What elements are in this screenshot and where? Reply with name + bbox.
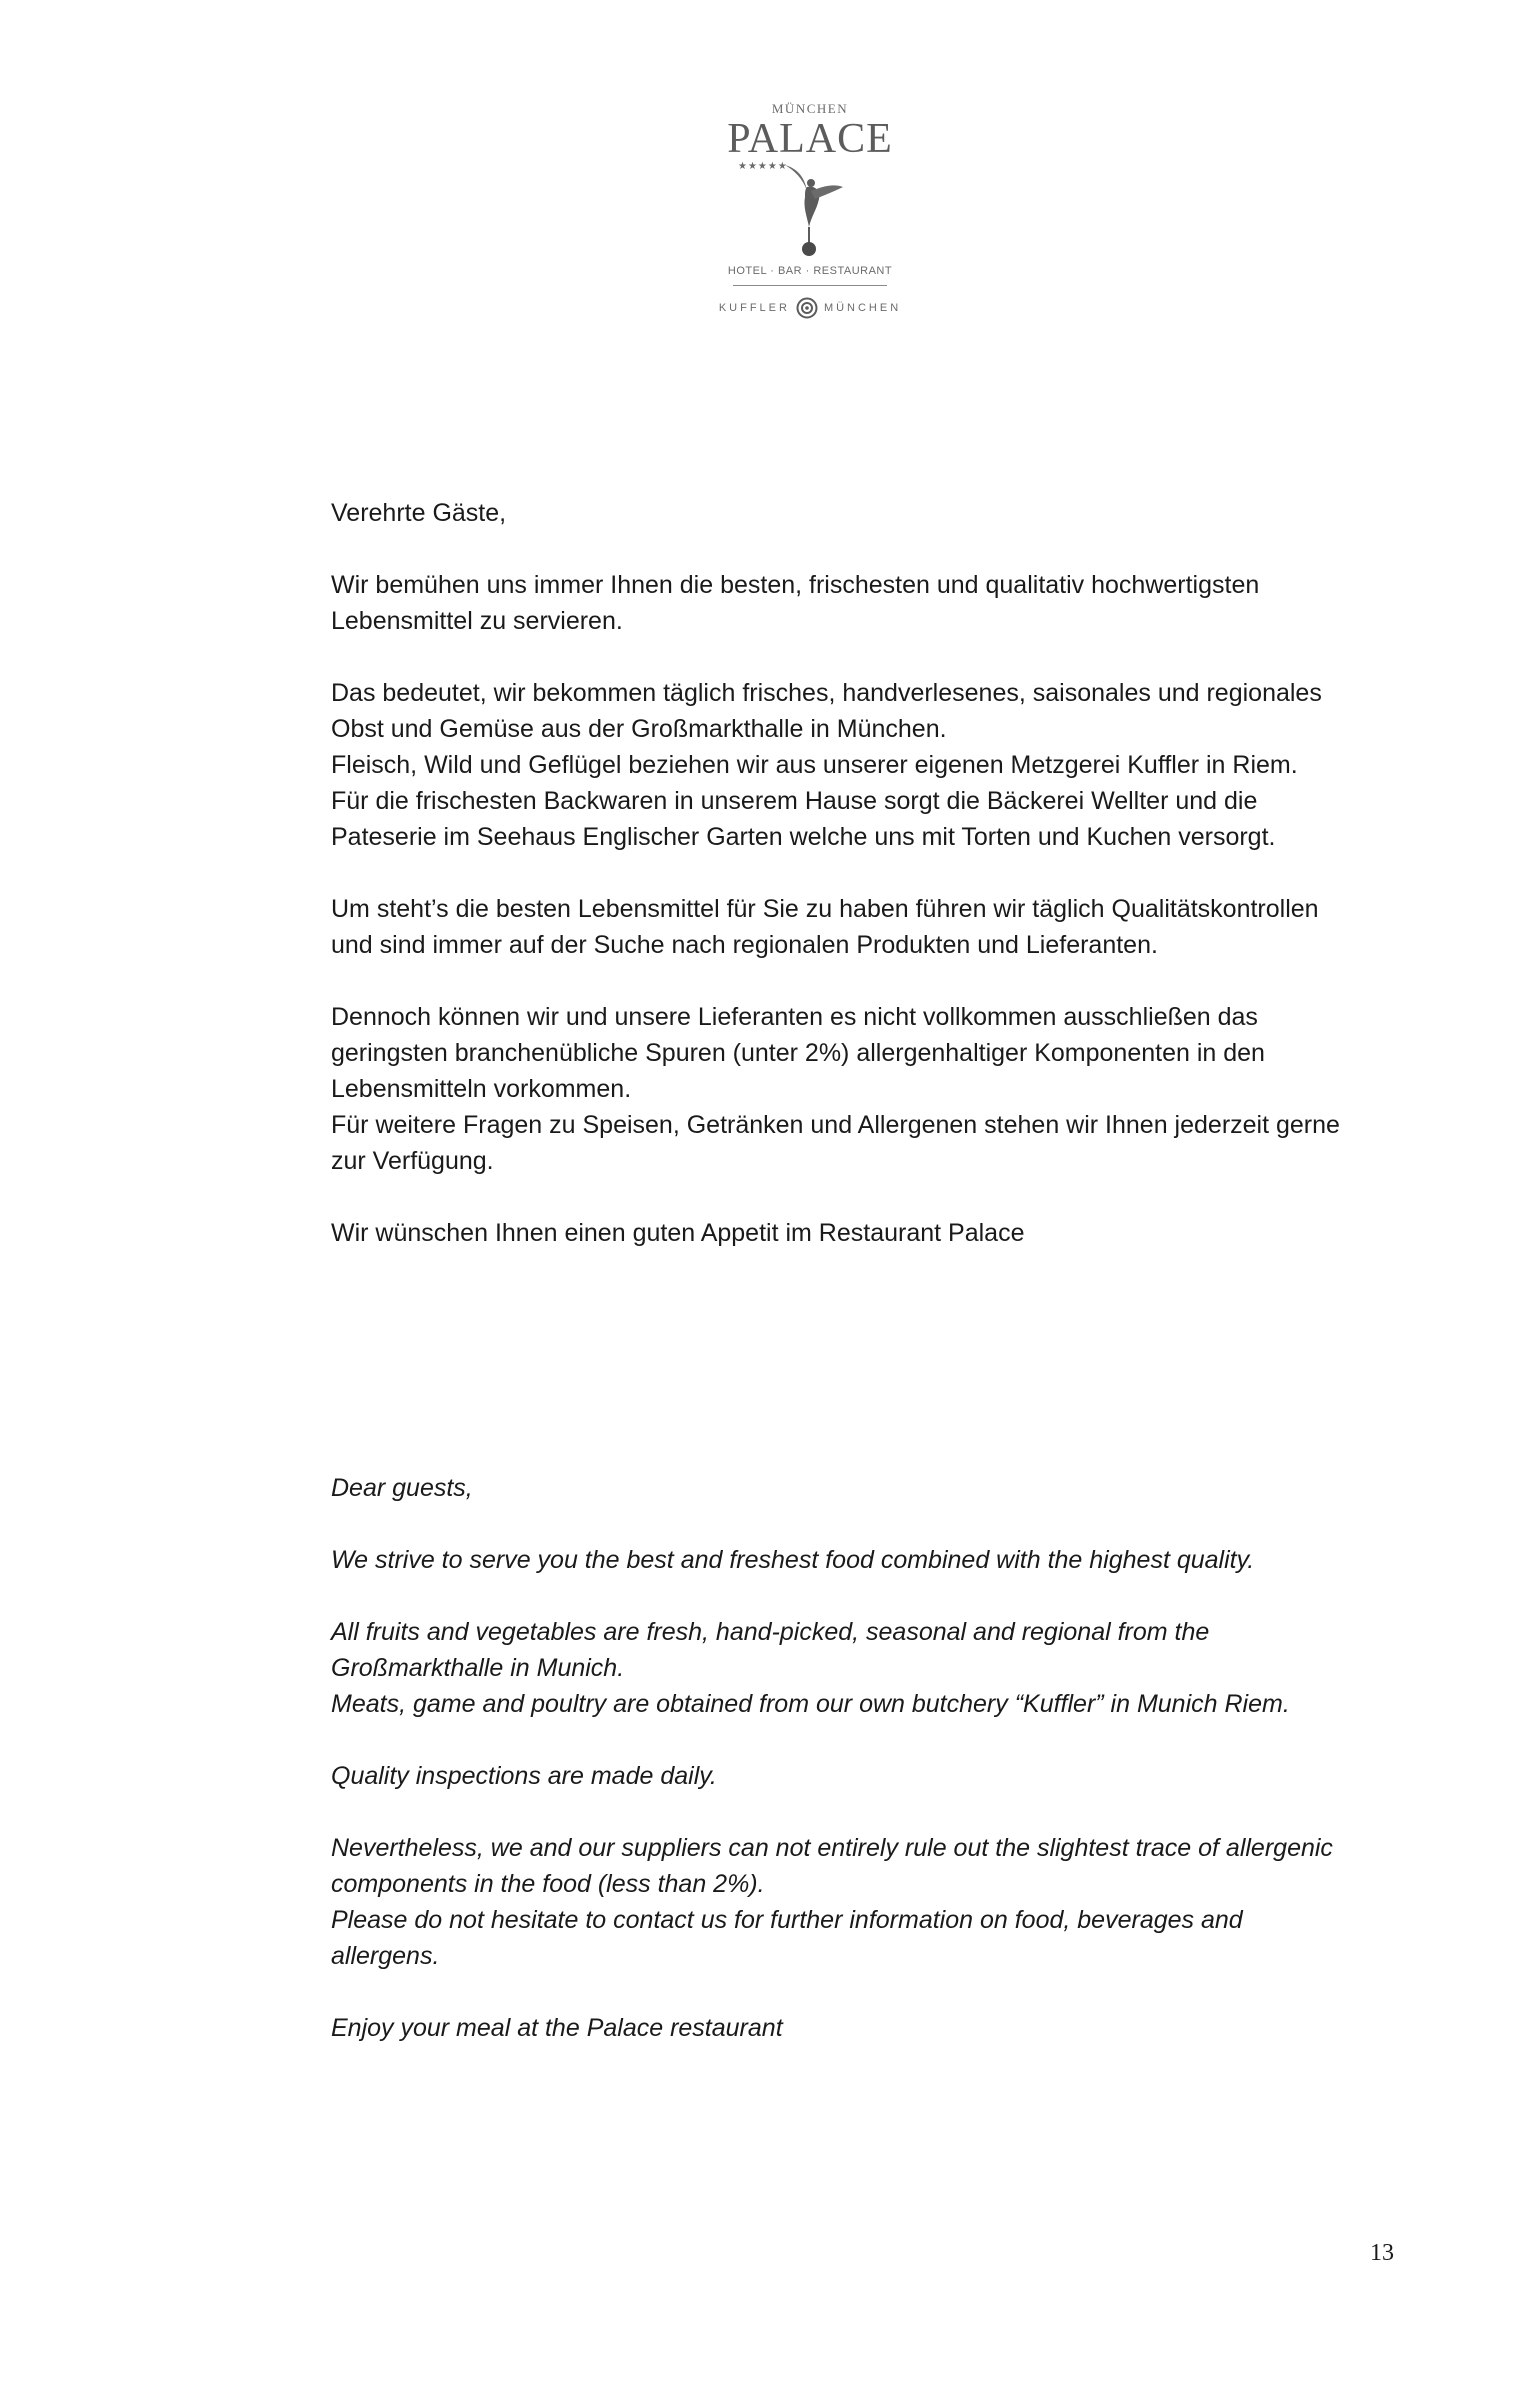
logo-muenchen: MÜNCHEN — [823, 302, 902, 314]
logo-tagline: HOTEL · BAR · RESTAURANT — [727, 265, 893, 277]
palace-logo — [655, 95, 965, 360]
german-closing: Wir wünschen Ihnen einen guten Appetit im Restaurant Palace — [331, 1219, 1025, 1247]
logo-city: MÜNCHEN — [771, 101, 849, 116]
german-paragraph-4: Dennoch können wir und unsere Lieferanten es nicht vollkommen ausschließen das geringsten branchenübliche Spuren (unter 2%) allergenhaltiger Komponenten in den Lebensmitteln vorkommen. Für weitere Fragen zu Speisen, Getränken und Allergenen stehen wir Ihnen jederzeit gerne zur Verfügung. — [331, 1003, 1340, 1175]
german-paragraph-2: Das bedeutet, wir bekommen täglich frisches, handverlesenes, saisonales und regionales Obst und Gemüse aus der Großmarkthalle in München. Fleisch, Wild und Geflügel beziehen wir aus unserer eigenen Metzgerei Kuffler in Riem. Für die frischesten Backwaren in unserem Hause sorgt die Bäckerei Wellter und die Pateserie im Seehaus Englischer Garten welche uns mit Torten und Kuchen versorgt. — [331, 679, 1322, 851]
german-notice — [331, 495, 1401, 1251]
german-salutation: Verehrte Gäste, — [331, 499, 507, 527]
german-paragraph-1: Wir bemühen uns immer Ihnen die besten, frischesten und qualitativ hochwertigsten Lebensmittel zu servieren. — [331, 571, 1260, 635]
english-notice — [331, 1470, 1401, 2046]
logo-stars: ★★★★★ — [738, 161, 788, 172]
english-paragraph-4: Nevertheless, we and our suppliers can not entirely rule out the slightest trace of allergenic components in the food (less than 2%). Please do not hesitate to contact us for further information on food, beverages and allergens. — [331, 1834, 1333, 1970]
english-paragraph-3: Quality inspections are made daily. — [331, 1762, 717, 1790]
kuffler-emblem-icon — [796, 297, 818, 319]
logo-divider — [733, 285, 887, 286]
page-number: 13 — [1370, 2240, 1394, 2266]
english-salutation: Dear guests, — [331, 1474, 473, 1502]
logo-name: PALACE — [727, 116, 893, 162]
german-paragraph-3: Um steht’s die besten Lebensmittel für Sie zu haben führen wir täglich Qualitätskontrollen und sind immer auf der Suche nach regionalen Produkten und Lieferanten. — [331, 895, 1319, 959]
english-closing: Enjoy your meal at the Palace restaurant — [331, 2014, 783, 2042]
logo-kuffler: KUFFLER — [718, 302, 790, 314]
logo-bottom-line — [655, 297, 965, 319]
english-paragraph-2: All fruits and vegetables are fresh, hand-picked, seasonal and regional from the Großmarkthalle in Munich. Meats, game and poultry are obtained from our own butchery “Kuffler” in Munich Riem. — [331, 1618, 1290, 1718]
angel-statue-icon — [755, 157, 865, 257]
english-paragraph-1: We strive to serve you the best and freshest food combined with the highest quality. — [331, 1546, 1255, 1574]
